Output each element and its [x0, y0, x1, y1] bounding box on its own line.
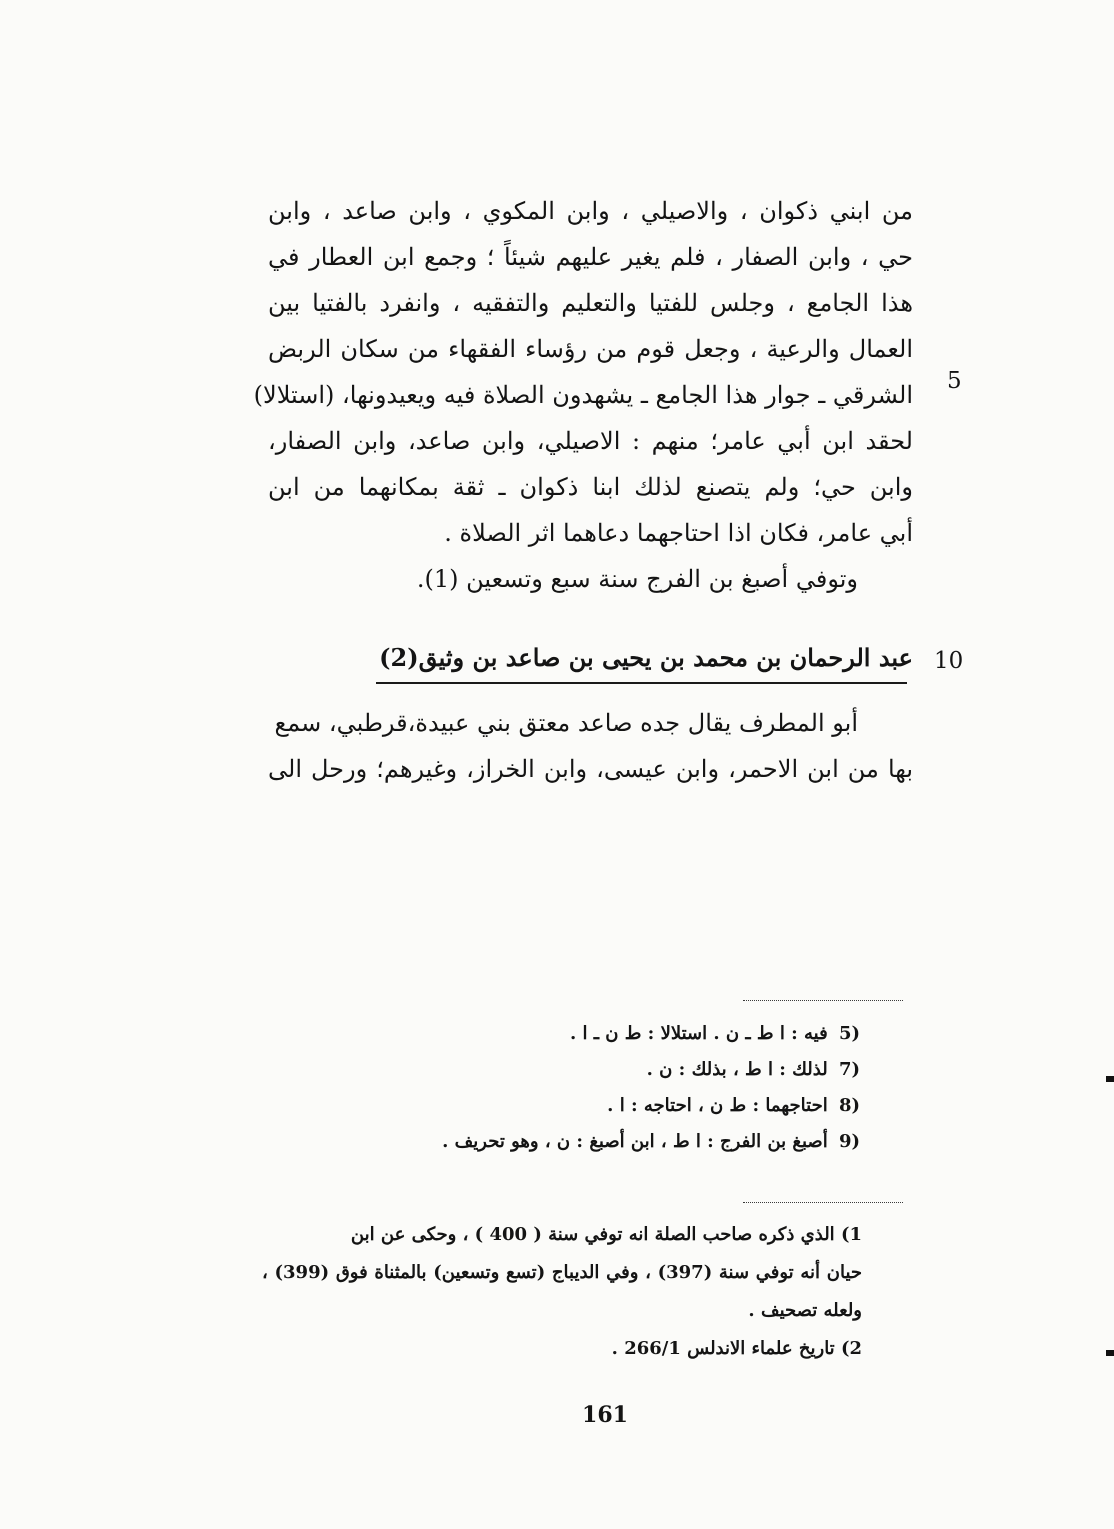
footnotes-separator: [743, 1202, 903, 1203]
variant-number: 7): [838, 1059, 860, 1080]
footnote-1-line: ولعله تصحيف .: [748, 1300, 862, 1321]
scan-mark: [1106, 1350, 1114, 1356]
variant-text: لذلك : ا ط ، بذلك : ن .: [646, 1059, 828, 1080]
variant-item: [300, 1016, 860, 1052]
text-line: الشرقي ـ جوار هذا الجامع ـ يشهدون الصلاة فيه ويعيدونها، (استلالا): [253, 381, 913, 409]
text-line: أبو المطرف يقال جده صاعد معتق بني عبيدة،قرطبي، سمع: [274, 709, 858, 737]
variant-item: [300, 1124, 860, 1160]
variant-text: فيه : ا ط ـ ن . استلالا : ط ن ـ ا .: [569, 1023, 828, 1044]
scan-mark: [1106, 1076, 1114, 1082]
variant-number: 8): [838, 1095, 860, 1116]
variant-item: [300, 1088, 860, 1124]
footnote-1-line: 1) الذي ذكره صاحب الصلة انه توفي سنة ( 400 ) ، وحكى عن ابن: [350, 1224, 862, 1245]
variant-item: [300, 1052, 860, 1088]
variant-text: أصبغ بن الفرج : ا ط ، ابن أصبغ : ن ، وهو تحريف .: [442, 1131, 828, 1152]
line-number-10: 10: [934, 648, 964, 674]
text-line: لحقد ابن أبي عامر؛ منهم : الاصيلي، وابن صاعد، وابن الصفار،: [268, 427, 913, 455]
variant-number: 9): [838, 1131, 860, 1152]
text-line: وتوفي أصبغ بن الفرج سنة سبع وتسعين (1).: [416, 565, 858, 593]
text-line: العمال والرعية ، وجعل قوم من رؤساء الفقهاء من سكان الربض: [268, 335, 913, 363]
text-line: بها من ابن الاحمر، وابن عيسى، وابن الخراز، وغيرهم؛ ورحل الى: [268, 755, 913, 783]
entry-heading: عبد الرحمان بن محمد بن يحيى بن صاعد بن وثيق(2): [379, 643, 913, 672]
text-line: هذا الجامع ، وجلس للفتيا والتعليم والتفقيه ، وانفرد بالفتيا بين: [268, 289, 913, 317]
variant-readings: [300, 1016, 860, 1160]
entry-text: [268, 700, 913, 792]
text-line: من ابني ذكوان ، والاصيلي ، وابن المكوي ، وابن صاعد ، وابن: [268, 197, 913, 225]
text-line: أبي عامر، فكان اذا احتاجهما دعاهما اثر الصلاة .: [444, 519, 913, 547]
heading-underline: [376, 682, 907, 684]
variant-text: احتاجهما : ط ن ، احتاجه : ا .: [607, 1095, 828, 1116]
variant-number: 5): [838, 1023, 860, 1044]
text-line: وابن حي؛ ولم يتصنع لذلك ابنا ذكوان ـ ثقة بمكانهما من ابن: [268, 473, 913, 501]
footnotes: [262, 1216, 862, 1368]
main-text: [253, 188, 913, 602]
text-line: حي ، وابن الصفار ، فلم يغير عليهم شيئاً ؛ وجمع ابن العطار في: [268, 243, 913, 271]
variants-separator: [743, 1000, 903, 1001]
line-number-5: 5: [947, 368, 962, 394]
page-number: 161: [582, 1402, 628, 1428]
footnote-2: 2) تاريخ علماء الاندلس 266/1 .: [611, 1338, 862, 1359]
footnote-1-line: حيان أنه توفي سنة (397) ، وفي الديباج (تسع وتسعين) بالمثناة فوق (399) ،: [262, 1262, 862, 1283]
